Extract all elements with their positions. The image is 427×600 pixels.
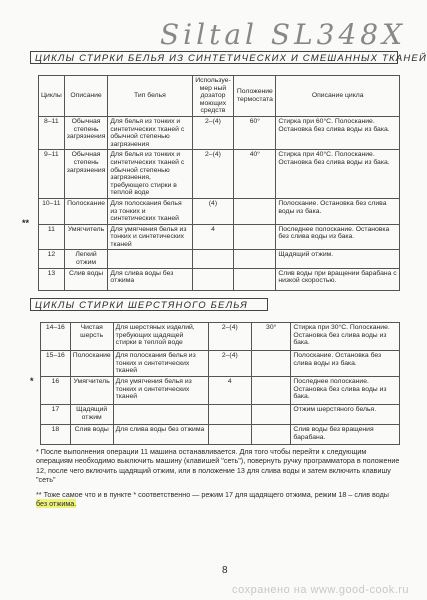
section1-title: ЦИКЛЫ СТИРКИ БЕЛЬЯ ИЗ СИНТЕТИЧЕСКИХ И СМЕШАННЫХ ТКАНЕЙ [30, 51, 398, 64]
cell-cycle: 18 [41, 425, 71, 445]
footnote-2-text: ** Тоже самое что и в пункте * соответственно — режим 17 для щадящего отжима, режим 18 – [36, 490, 353, 499]
cell-type [113, 405, 208, 425]
cell-cycle-desc: Полоскание. Остановка без слива воды из бака. [276, 198, 400, 224]
footnote-2-tail: слив воды [354, 490, 389, 499]
cell-type: Для умягчения белья из тонких и синтетических тканей [108, 224, 192, 250]
cell-doser [208, 425, 251, 445]
header-doser: Используе-мер ный дозатор моющих средств [192, 76, 234, 117]
section2-title: ЦИКЛЫ СТИРКИ ШЕРСТЯНОГО БЕЛЬЯ [30, 298, 268, 311]
wool-cycles-table [40, 322, 400, 445]
cell-cycle-desc: Щадящий отжим. [276, 250, 400, 268]
cell-cycle: 13 [39, 268, 65, 290]
watermark: сохранено на www.good-cook.ru [232, 584, 410, 596]
header-cycles: Циклы [39, 76, 65, 117]
table-row [41, 377, 400, 405]
cell-type: Для полоскания белья из тонких и синтетических тканей [108, 198, 192, 224]
cell-doser: 4 [192, 224, 234, 250]
cell-cycle: 9–11 [39, 150, 65, 199]
cell-desc: Полоскание [70, 351, 113, 377]
footnote-2 [36, 490, 402, 509]
cell-doser: 2–(4) [192, 116, 234, 149]
table-row [39, 150, 400, 199]
cell-type [108, 250, 192, 268]
cell-cycle: 16 [41, 377, 71, 405]
table-row [41, 405, 400, 425]
cell-thermo [234, 250, 276, 268]
cell-cycle: 8–11 [39, 116, 65, 149]
table-row [39, 268, 400, 290]
cell-cycle: 17 [41, 405, 71, 425]
cell-cycle: 11 [39, 224, 65, 250]
cell-cycle: 15–16 [41, 351, 71, 377]
cell-cycle-desc: Слив воды без вращения барабана. [291, 425, 400, 445]
cell-desc: Слив воды [70, 425, 113, 445]
cell-thermo: 30° [251, 323, 290, 351]
cell-doser [208, 405, 251, 425]
header-thermostat: Положение термостата [234, 76, 276, 117]
cell-thermo [251, 425, 290, 445]
table-row [41, 425, 400, 445]
cell-cycle-desc: Стирка при 60°С. Полоскание. Остановка без слива воды из бака. [276, 116, 400, 149]
footnote-marker-double: ** [22, 218, 30, 228]
cell-doser: 4 [208, 377, 251, 405]
cell-thermo [234, 198, 276, 224]
cell-desc: Слив воды [64, 268, 108, 290]
cell-thermo [234, 268, 276, 290]
cell-thermo [234, 224, 276, 250]
handwritten-model-header: Siltal SL348X [160, 18, 407, 51]
cell-desc: Чистая шерсть [70, 323, 113, 351]
footnote-2-highlight: без отжима. [36, 499, 77, 509]
cell-type: Для белья из тонких и синтетических тканей с обычной степенью загрязнения, требующего стирки в теплой воде [108, 150, 192, 199]
cell-cycle: 12 [39, 250, 65, 268]
cell-cycle-desc: Отжим шерстяного белья. [291, 405, 400, 425]
cell-desc: Умягчитель [64, 224, 108, 250]
table-row [41, 351, 400, 377]
header-cycle-description: Описание цикла [276, 76, 400, 117]
cell-cycle: 14–16 [41, 323, 71, 351]
table-row [39, 250, 400, 268]
cell-desc: Щадящий отжим [70, 405, 113, 425]
table-row [39, 224, 400, 250]
cell-doser [192, 250, 234, 268]
table-row [39, 198, 400, 224]
header-description: Описание [64, 76, 108, 117]
cell-desc: Умягчитель [70, 377, 113, 405]
cell-type: Для шерстяных изделий, требующих щадящей стирки в теплой воде [113, 323, 208, 351]
cell-type: Для умягчения белья из тонких и синтетических тканей [113, 377, 208, 405]
table-row [39, 116, 400, 149]
cell-type: Для слива воды без отжима [113, 425, 208, 445]
cell-type: Для полоскания белья из тонких и синтетических тканей [113, 351, 208, 377]
cell-thermo: 60° [234, 116, 276, 149]
cell-desc: Обычная степень загрязнения [64, 116, 108, 149]
cell-cycle-desc: Слив воды при вращении барабана с низкой скоростью. [276, 268, 400, 290]
cell-doser: 2–(4) [208, 351, 251, 377]
cell-doser [192, 268, 234, 290]
cell-thermo [251, 377, 290, 405]
synthetic-cycles-table [38, 75, 400, 291]
header-laundry-type: Тип белья [108, 76, 192, 117]
footnote-1: * После выполнения операции 11 машина останавливается. Для того чтобы перейти к следующим операциям необходимо выключить машину (клавишей "сеть"), повернуть ручку программатора в положение 12, после чего включить щадящий отжим, или в положение 13 для слива воды и затем включить клавишу "сеть" [36, 447, 400, 485]
page-number: 8 [222, 565, 228, 576]
footnote-marker-single: * [30, 376, 34, 386]
cell-doser: 2–(4) [192, 150, 234, 199]
cell-cycle-desc: Последнее полоскание. Остановка без слива воды из бака. [276, 224, 400, 250]
cell-type: Для белья из тонких и синтетических тканей с обычной степенью загрязнения [108, 116, 192, 149]
cell-cycle-desc: Последнее полоскание. Остановка без слива воды из бака. [291, 377, 400, 405]
cell-thermo [251, 405, 290, 425]
cell-cycle-desc: Стирка при 40°С. Полоскание. Остановка без слива воды из бака. [276, 150, 400, 199]
cell-cycle: 10–11 [39, 198, 65, 224]
cell-desc: Полоскание [64, 198, 108, 224]
cell-doser: 2–(4) [208, 323, 251, 351]
cell-desc: Обычная степень загрязнения [64, 150, 108, 199]
cell-thermo: 40° [234, 150, 276, 199]
cell-type: Для слива воды без отжима [108, 268, 192, 290]
cell-cycle-desc: Стирка при 30°С. Полоскание. Остановка без слива воды из бака. [291, 323, 400, 351]
cell-desc: Легкий отжим [64, 250, 108, 268]
cell-cycle-desc: Полоскание. Остановка без слива воды из бака. [291, 351, 400, 377]
table-row [41, 323, 400, 351]
cell-thermo [251, 351, 290, 377]
cell-doser: (4) [192, 198, 234, 224]
